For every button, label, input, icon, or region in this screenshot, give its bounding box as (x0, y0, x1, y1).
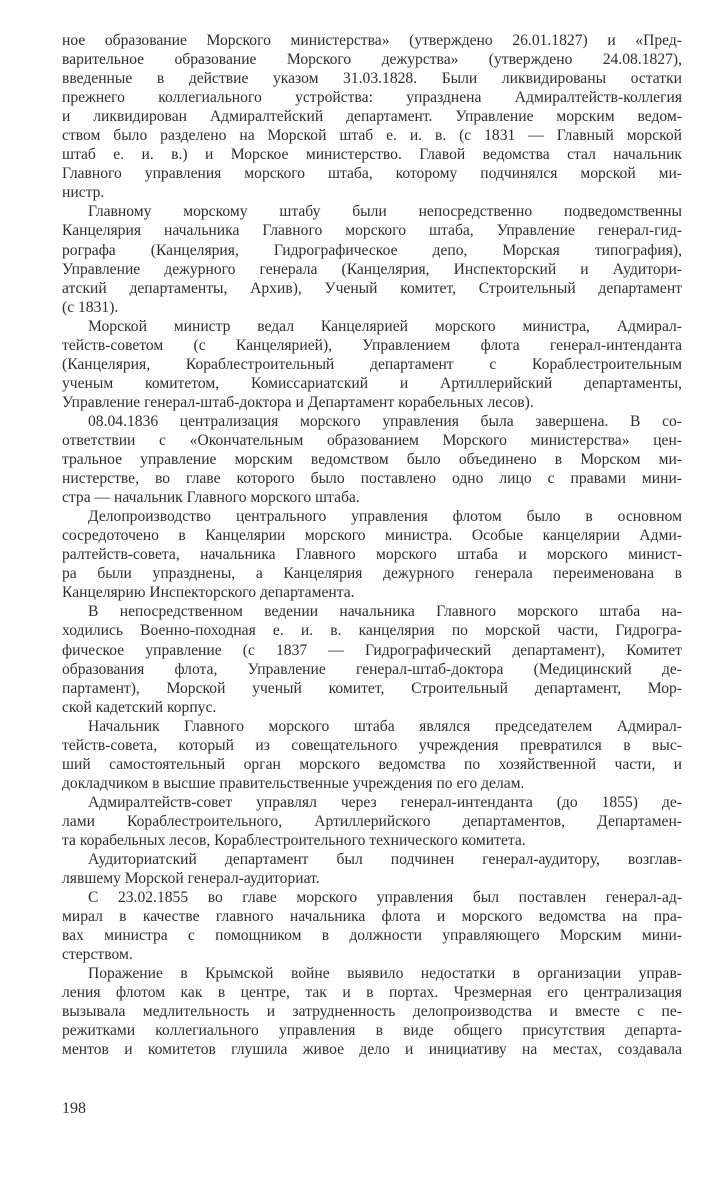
text-line: Главного управления морского штаба, которому подчинялся морской ми- (62, 165, 682, 183)
text-line: 08.04.1836 централизация морского управления была завершена. В со- (88, 412, 682, 430)
paragraph (62, 793, 682, 850)
text-line: Поражение в Крымской войне выявило недостатки в организации управ- (88, 965, 682, 983)
paragraph (62, 31, 682, 202)
text-line: ления флотом как в центре, так и в портах. Чрезмерная его централизация (62, 984, 682, 1002)
text-line: ное образование Морского министерства» (утверждено 26.01.1827) и «Пред- (62, 32, 682, 49)
text-line: ментов и комитетов глушила живое дело и инициативу на местах, создавала (62, 1041, 682, 1059)
paragraph (62, 717, 682, 793)
text-line: ралтейств-совета, начальника Главного морского штаба и морского минист- (62, 546, 682, 564)
text-line: Делопроизводство центрального управления флотом было в основном (88, 508, 682, 526)
paragraph (62, 317, 682, 412)
text-line: атский департаменты, Архив), Ученый комитет, Строительный департамент (62, 279, 682, 297)
text-line: Начальник Главного морского штаба являлся председателем Адмирал- (88, 717, 682, 735)
text-line: ством было разделено на Морской штаб е. и. в. (с 1831 — Главный морской (62, 127, 682, 145)
text-line: сосредоточено в Канцелярии морского министра. Особые канцелярии Адми- (62, 527, 682, 545)
text-line: лами Кораблестроительного, Артиллерийского департаментов, Департамен- (62, 812, 682, 830)
text-line: рографа (Канцелярия, Гидрографическое депо, Морская типография), (62, 241, 682, 259)
text-line: образования флота, Управление генерал-штаб-доктора (Медицинский де- (62, 660, 682, 678)
text-line: ра были упразднены, а Канцелярия дежурного генерала переименована в (62, 565, 682, 583)
text-line: вах министра с помощником в должности управляющего Морским мини- (62, 927, 682, 945)
paragraph (62, 602, 682, 716)
text-line: фическое управление (с 1837 — Гидрографический департамент), Комитет (62, 641, 682, 659)
paragraph (62, 202, 682, 316)
text-line: Морской министр ведал Канцелярией морского министра, Адмирал- (88, 317, 682, 335)
text-line: (Канцелярия, Кораблестроительный департамент с Кораблестроительным (62, 355, 682, 373)
text-line: Управление дежурного генерала (Канцелярия, Инспекторский и Аудитори- (62, 260, 682, 278)
text-line: введенные в действие указом 31.03.1828. Были ликвидированы остатки (62, 70, 682, 88)
text-line: нистерстве, во главе которого было поставлено одно лицо с правами мини- (62, 470, 682, 488)
text-line: ской кадетский корпус. (62, 698, 217, 716)
text-line: тейств-совета, который из совещательного учреждения превратился в выс- (62, 736, 682, 754)
text-line: вызывала медлительность и затрудненность делопроизводства и вместе с пе- (62, 1003, 682, 1021)
text-line: ший самостоятельный орган морского ведомства по хозяйственной части, и (62, 755, 682, 773)
text-line: тейств-советом (с Канцелярией), Управлением флота генерал-интенданта (62, 336, 682, 354)
text-line: стра — начальник Главного морского штаба. (62, 489, 360, 507)
text-line: тральное управление морским ведомством было объединено в Морском ми- (62, 451, 682, 469)
text-line: Адмиралтейств-совет управлял через генерал-интенданта (до 1855) де- (88, 793, 682, 811)
text-line: стерством. (62, 946, 133, 964)
paragraph (62, 507, 682, 602)
paragraph (62, 888, 682, 964)
text-line: лявшему Морской генерал-аудиториат. (62, 870, 320, 888)
text-line: Аудиториатский департамент был подчинен генерал-аудитору, возглав- (88, 851, 682, 869)
text-line: (с 1831). (62, 298, 119, 316)
text-line: Управление генерал-штаб-доктора и Департамент корабельных лесов). (62, 393, 534, 411)
text-line: прежнего коллегиального устройства: упразднена Адмиралтейств-коллегия (62, 89, 682, 107)
text-line: ходились Военно-походная е. и. в. канцелярия по морской части, Гидрогра- (62, 622, 682, 640)
text-line: варительное образование Морского дежурства» (утверждено 24.08.1827), (62, 51, 682, 69)
paragraph (62, 964, 682, 1059)
text-line: С 23.02.1855 во главе морского управления был поставлен генерал-ад- (88, 889, 682, 907)
paragraph (62, 412, 682, 507)
text-line: Канцелярия начальника Главного морского штаба, Управление генерал-гид- (62, 222, 682, 240)
text-line: режитками коллегиального управления в виде общего присутствия департа- (62, 1022, 682, 1040)
page-body (62, 31, 682, 1060)
paragraph (62, 850, 682, 888)
text-line: нистр. (62, 184, 105, 202)
text-line: штаб е. и. в.) и Морское министерство. Главой ведомства стал начальник (62, 146, 682, 164)
text-line: мирал в качестве главного начальника флота и морского ведомства на пра- (62, 908, 682, 926)
text-line: и ликвидирован Адмиралтейский департамент. Управление морским ведом- (62, 108, 682, 126)
text-line: ученым комитетом, Комиссариатский и Артиллерийский департаменты, (62, 374, 682, 392)
text-line: та корабельных лесов, Кораблестроительного технического комитета. (62, 831, 526, 849)
text-line: Канцелярию Инспекторского департамента. (62, 584, 355, 602)
text-line: В непосредственном ведении начальника Главного морского штаба на- (88, 603, 682, 621)
text-line: докладчиком в высшие правительственные учреждения по его делам. (62, 774, 525, 792)
text-line: Главному морскому штабу были непосредственно подведомственны (88, 203, 682, 221)
text-line: ответствии с «Окончательным образованием Морского министерства» цен- (62, 431, 682, 449)
text-line: партамент), Морской ученый комитет, Строительный департамент, Мор- (62, 679, 682, 697)
page-number: 198 (62, 1100, 86, 1117)
